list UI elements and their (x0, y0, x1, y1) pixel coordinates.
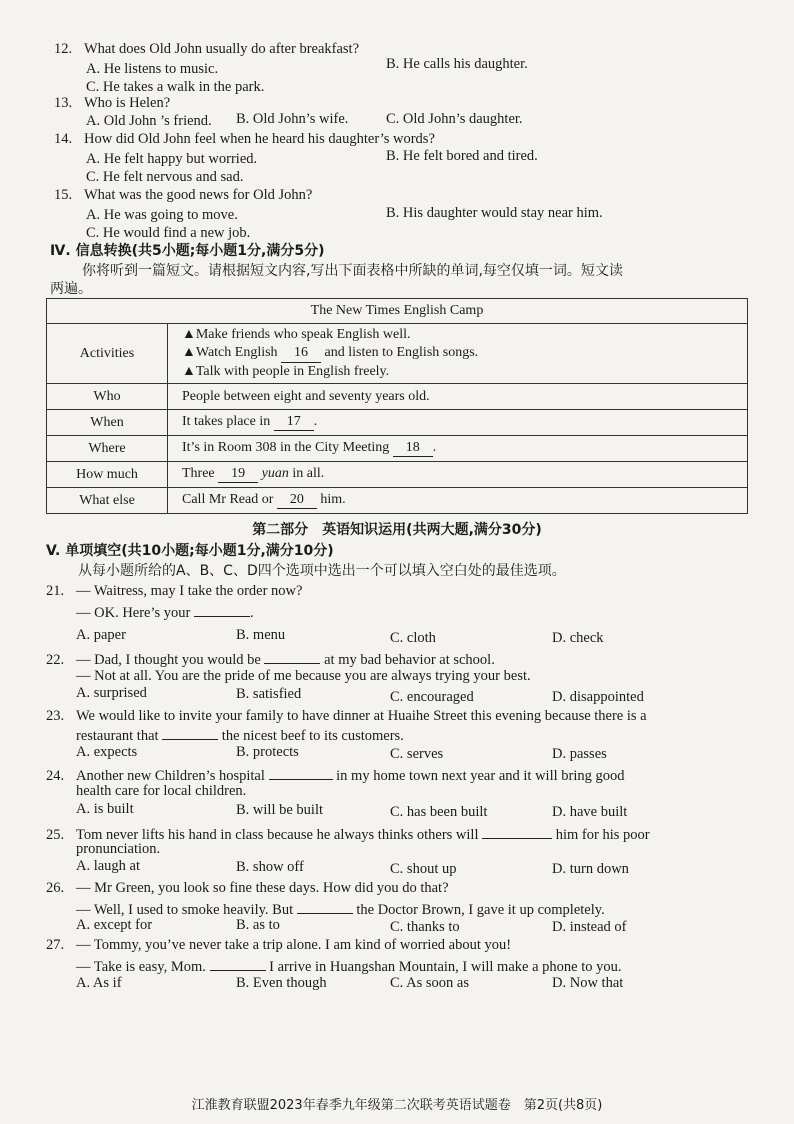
option: C. He would find a new job. (86, 225, 251, 241)
option: D. passes (552, 746, 607, 762)
option: A. He listens to music. (86, 61, 219, 77)
question-21: 21. — Waitress, may I take the order now? (46, 583, 303, 599)
option: C. thanks to (390, 919, 460, 935)
option: A. He felt happy but worried. (86, 151, 258, 167)
table-label: Where (47, 436, 168, 462)
question-13: 13. Who is Helen? (54, 95, 171, 111)
option: A. laugh at (76, 858, 141, 874)
table-cell: It’s in Room 308 in the City Meeting 18 . (168, 436, 748, 462)
table-cell: Three 19 yuan in all. (168, 462, 748, 488)
question-27: 27. — Tommy, you’ve never take a trip alone. I am kind of worried about you! (46, 937, 512, 953)
question-23: 23. We would like to invite your family to have dinner at Huaihe Street this evening because there is a (46, 708, 647, 724)
question-26: 26. — Mr Green, you look so fine these days. How did you do that? (46, 880, 449, 896)
part-heading: 第二部分 英语知识运用(共两大题,满分30分) (252, 522, 542, 538)
table-label: Activities (47, 324, 168, 384)
question-25: 25. Tom never lifts his hand in class because he always thinks others will him for his poor (46, 823, 650, 844)
option: A. is built (76, 801, 134, 817)
option: D. instead of (552, 919, 627, 935)
option: A. paper (76, 627, 126, 643)
option: D. turn down (552, 861, 629, 877)
option: B. Old John’s wife. (236, 111, 349, 127)
option: C. He felt nervous and sad. (86, 169, 244, 185)
section-heading: V. 单项填空(共10小题;每小题1分,满分10分) (46, 543, 334, 559)
question-24: 24. Another new Children’s hospital in my home town next year and it will bring good (46, 764, 624, 785)
table-label: When (47, 410, 168, 436)
option: A. He was going to move. (86, 207, 238, 223)
question-14: 14. How did Old John feel when he heard his daughter’s words? (54, 131, 435, 147)
table-cell: Call Mr Read or 20 him. (168, 488, 748, 514)
option: A. surprised (76, 685, 147, 701)
option: D. disappointed (552, 689, 644, 705)
question-line: — OK. Here’s your . (76, 601, 254, 622)
answer-blank[interactable]: 20 (277, 492, 317, 509)
option: B. Even though (236, 975, 327, 991)
answer-blank[interactable] (264, 648, 320, 664)
table-cell: It takes place in 17 . (168, 410, 748, 436)
option: C. shout up (390, 861, 457, 877)
answer-blank[interactable] (297, 898, 353, 914)
option: C. As soon as (390, 975, 469, 991)
option: A. except for (76, 917, 153, 933)
option: C. has been built (390, 804, 488, 820)
question-line: — Well, I used to smoke heavily. But the Doctor Brown, I gave it up completely. (76, 898, 605, 919)
option: B. as to (236, 917, 280, 933)
answer-blank[interactable]: 19 (218, 466, 258, 483)
option: C. Old John’s daughter. (386, 111, 523, 127)
option: A. expects (76, 744, 138, 760)
answer-blank[interactable] (482, 823, 552, 839)
question-line: health care for local children. (76, 783, 247, 799)
option: D. have built (552, 804, 628, 820)
option: D. Now that (552, 975, 624, 991)
option: B. He felt bored and tired. (386, 148, 538, 164)
table-cell: People between eight and seventy years old. (168, 384, 748, 410)
question-22: 22. — Dad, I thought you would be at my bad behavior at school. (46, 648, 495, 669)
option: D. check (552, 630, 604, 646)
page-footer: 江淮教育联盟2023年春季九年级第二次联考英语试题卷 第2页(共8页) (191, 1098, 603, 1113)
question-line: — Not at all. You are the pride of me because you are always trying your best. (76, 668, 531, 684)
answer-blank[interactable]: 16 (281, 344, 321, 363)
option: B. will be built (236, 802, 323, 818)
question-line: restaurant that the nicest beef to its customers. (76, 724, 404, 745)
option: B. show off (236, 859, 304, 875)
question-15: 15. What was the good news for Old John? (54, 187, 313, 203)
answer-blank[interactable] (194, 601, 250, 617)
option: A. As if (76, 975, 122, 991)
option: B. menu (236, 627, 286, 643)
table-label: Who (47, 384, 168, 410)
option: B. He calls his daughter. (386, 56, 528, 72)
section-instruction: 从每小题所给的A、B、C、D四个选项中选出一个可以填入空白处的最佳选项。 (78, 563, 566, 579)
option: B. satisfied (236, 686, 302, 702)
answer-blank[interactable] (210, 955, 266, 971)
section-instruction: 你将听到一篇短文。请根据短文内容,写出下面表格中所缺的单词,每空仅填一词。短文读 (82, 263, 623, 279)
option: C. He takes a walk in the park. (86, 79, 265, 95)
option: C. serves (390, 746, 444, 762)
info-table (46, 298, 748, 514)
answer-blank[interactable]: 18 (393, 440, 433, 457)
answer-blank[interactable] (162, 724, 218, 740)
table-label: How much (47, 462, 168, 488)
option: B. protects (236, 744, 299, 760)
option: A. Old John ’s friend. (86, 113, 212, 129)
table-label: What else (47, 488, 168, 514)
table-title: The New Times English Camp (47, 299, 748, 324)
section-heading: Ⅳ. 信息转换(共5小题;每小题1分,满分5分) (50, 243, 325, 259)
question-line: pronunciation. (76, 841, 161, 857)
question-12: 12. What does Old John usually do after breakfast? (54, 41, 360, 57)
option: C. encouraged (390, 689, 474, 705)
option: B. His daughter would stay near him. (386, 205, 603, 221)
answer-blank[interactable]: 17 (274, 414, 314, 431)
option: C. cloth (390, 630, 436, 646)
table-cell-activities: ▲Make friends who speak English well. ▲Watch English 16 and listen to English songs. ▲Talk with people in English freely. (168, 324, 748, 384)
section-instruction: 两遍。 (50, 281, 92, 297)
question-line: — Take is easy, Mom. I arrive in Huangshan Mountain, I will make a phone to you. (76, 955, 621, 976)
answer-blank[interactable] (269, 764, 333, 780)
